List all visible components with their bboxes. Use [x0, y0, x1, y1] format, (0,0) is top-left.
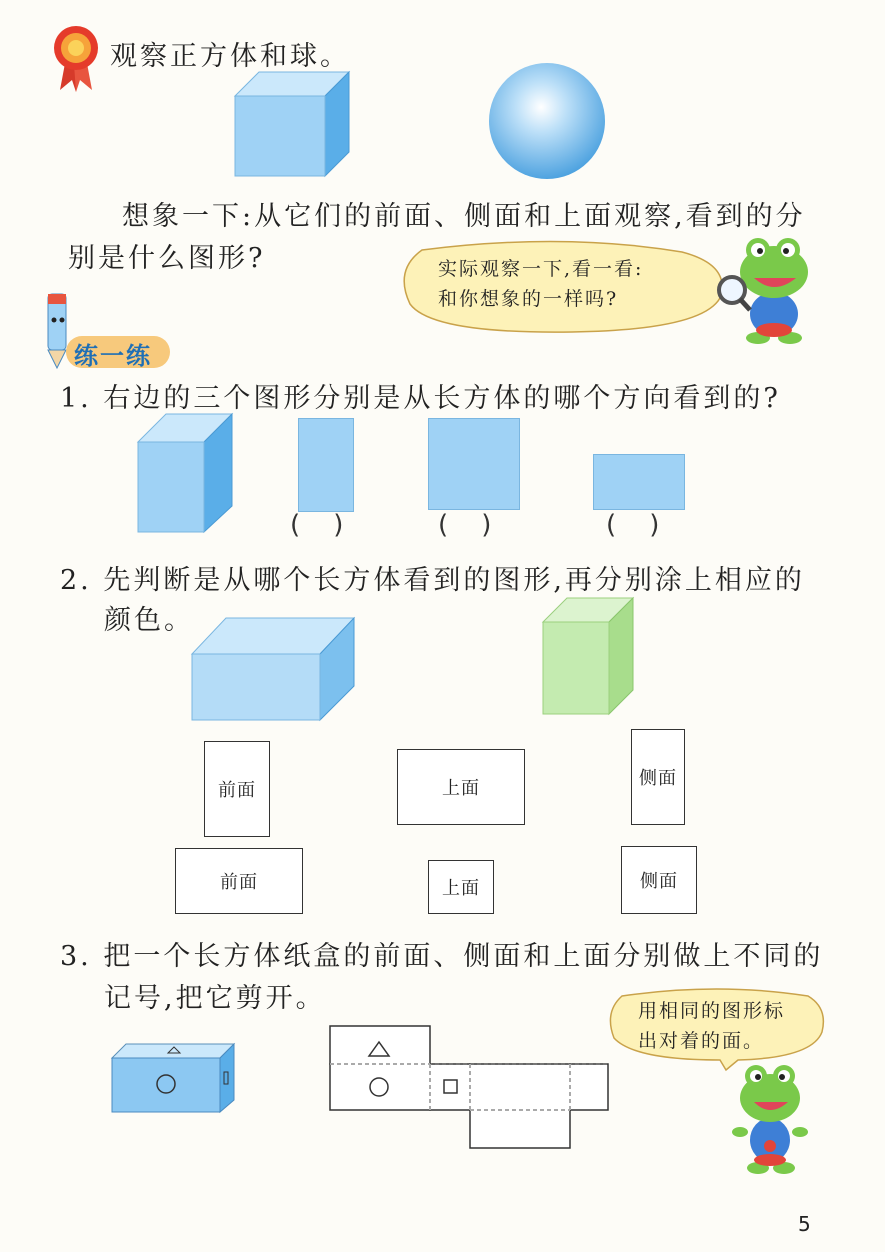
bubble2-line1: 用相同的图形标 — [638, 1000, 786, 1022]
intro-title: 观察正方体和球。 — [110, 41, 350, 72]
q3-paper-box — [112, 1044, 236, 1114]
face-label: 前面 — [220, 872, 258, 893]
q1-answer-blank-2[interactable]: ( ) — [438, 510, 492, 540]
q3-line1: 3. 把一个长方体纸盒的前面、侧面和上面分别做上不同的 — [60, 941, 824, 972]
intro-question-line2: 别是什么图形? — [68, 243, 266, 274]
sphere-figure — [488, 62, 606, 180]
q1-text: 1. 右边的三个图形分别是从长方体的哪个方向看到的? — [60, 383, 781, 414]
q1-cuboid — [138, 414, 234, 534]
q2-row2-top-face[interactable] — [428, 860, 494, 914]
bubble1-line1: 实际观察一下,看一看: — [438, 258, 644, 280]
q1-answer-blank-1[interactable]: ( ) — [290, 510, 344, 540]
page-number: 5 — [798, 1212, 811, 1236]
q2-row1-side-face[interactable] — [631, 729, 685, 825]
bubble2-line2: 出对着的面。 — [638, 1030, 765, 1052]
face-label: 前面 — [218, 780, 256, 801]
q3-box-net — [329, 1024, 611, 1150]
q1-answer-blank-3[interactable]: ( ) — [606, 510, 660, 540]
practice-badge-label: 练一练 — [74, 342, 152, 370]
q2-line1: 2. 先判断是从哪个长方体看到的图形,再分别涂上相应的 — [60, 565, 805, 596]
cube-figure — [235, 72, 355, 180]
face-label: 侧面 — [639, 768, 677, 789]
q2-blue-cuboid — [192, 618, 356, 722]
q1-view-tall — [298, 418, 354, 512]
q2-row1-top-face[interactable] — [397, 749, 525, 825]
bubble1-line2: 和你想象的一样吗? — [438, 288, 619, 310]
q2-row2-front-face[interactable] — [175, 848, 303, 914]
q3-line2: 记号,把它剪开。 — [104, 983, 326, 1014]
flower-medal-icon — [48, 24, 104, 94]
intro-question-line1: 想象一下:从它们的前面、侧面和上面观察,看到的分 — [122, 201, 806, 232]
frog-magnifier-icon — [716, 232, 816, 348]
q2-row1-front-face[interactable] — [204, 741, 270, 837]
q2-row2-side-face[interactable] — [621, 846, 697, 914]
frog-mascot-icon — [728, 1062, 812, 1176]
q2-line2: 颜色。 — [104, 605, 194, 636]
face-label: 上面 — [442, 878, 480, 899]
q2-green-cuboid — [543, 598, 635, 716]
face-label: 上面 — [442, 778, 480, 799]
face-label: 侧面 — [640, 871, 678, 892]
q1-view-wide — [593, 454, 685, 510]
q1-view-square — [428, 418, 520, 510]
